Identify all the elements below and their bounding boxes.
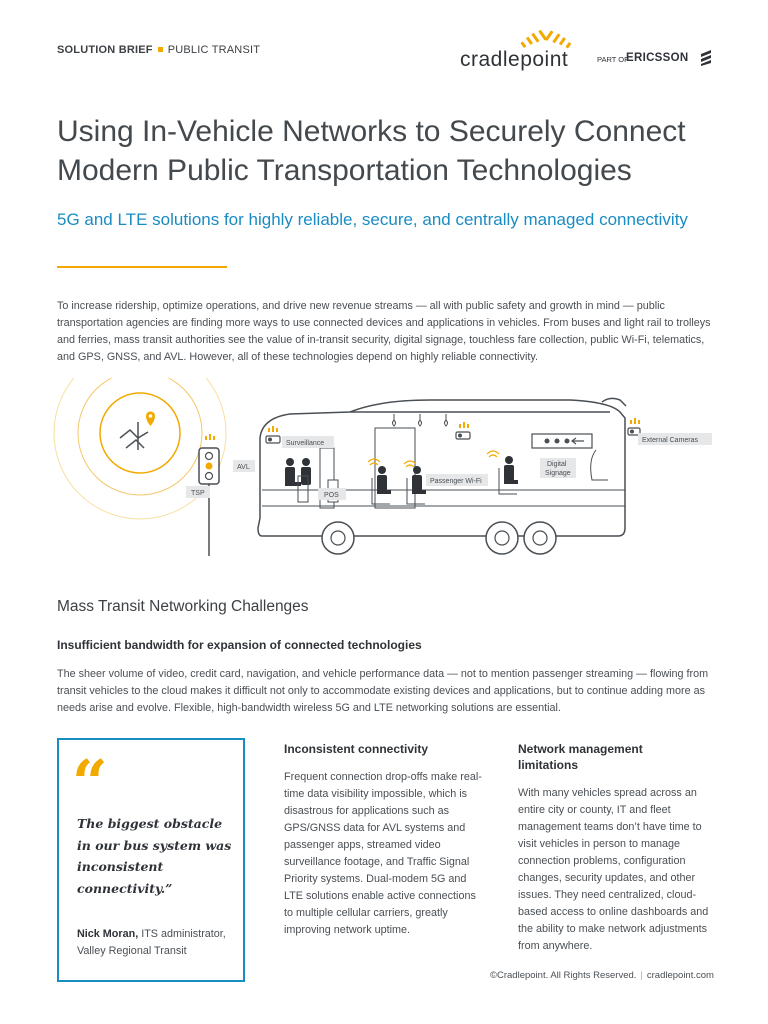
cradlepoint-ericsson-logo <box>460 28 720 76</box>
quote-author: Nick Moran, <box>77 928 139 940</box>
network-management-text: With many vehicles spread across an entire city or county, IT and fleet management teams don’t have time to visit vehicles in person to manage connection problems, configuration changes, security updates, and other issues. They need centralized, cloud-based access to online dashboards and the ability to make network adjustments from anywhere. <box>518 787 709 952</box>
driver-figure <box>285 458 301 486</box>
logo-ericsson: ERICSSON <box>626 52 689 64</box>
logo-wordmark: cradlepoint <box>460 48 569 71</box>
gps-circle <box>100 393 180 473</box>
traffic-light-icon <box>199 448 219 556</box>
quote-role: ITS administrator, Valley Regional Transit <box>77 928 226 957</box>
page-title: Using In-Vehicle Networks to Securely Connect Modern Public Transportation Technologies <box>57 115 686 187</box>
camera-signal-icon <box>268 426 278 432</box>
section-heading: Mass Transit Networking Challenges <box>57 598 309 615</box>
tsp-signal-icon <box>205 434 215 440</box>
website-link[interactable]: cradlepoint.com <box>646 970 714 981</box>
page-footer <box>490 970 714 981</box>
digital-signage-label-2: Signage <box>545 470 571 477</box>
quote-mark-icon: “ <box>72 746 108 819</box>
ceiling-camera-signal-icon <box>459 422 469 428</box>
external-cameras-label: External Cameras <box>642 437 699 444</box>
document-category <box>57 44 260 56</box>
connectivity-heading: Inconsistent connectivity <box>284 742 429 756</box>
footer-separator: | <box>640 970 643 981</box>
driver-2-figure <box>301 458 311 485</box>
accent-rule <box>57 266 227 268</box>
network-management-heading: Network management limitations <box>518 742 643 772</box>
intro-paragraph: To increase ridership, optimize operations, and drive new revenue streams — all with public safety and growth in mind — public transportation agencies are finding more ways to use connected devices and applications in vehicles. From buses and light rail to trolleys and ferries, mass transit authorities see the value of in-transit security, digital signage, touchless fare collection, public Wi-Fi, telematics, and GPS, GNSS, and AVL. However, all of these technologies depend on highly reliable connectivity. <box>57 300 711 363</box>
digital-signage-label-1: Digital <box>547 461 567 468</box>
bus-wheels <box>322 522 556 554</box>
category-label: SOLUTION BRIEF <box>57 44 153 56</box>
avl-label: AVL <box>237 464 250 471</box>
surveillance-label: Surveillance <box>286 440 325 447</box>
passenger-wifi-label: Passenger Wi-Fi <box>430 478 482 485</box>
copyright-text: ©Cradlepoint. All Rights Reserved. <box>490 970 637 981</box>
wifi-icons <box>368 451 499 467</box>
digital-signage-icon <box>532 434 592 448</box>
quote-text: The biggest obstacle in our bus system was inconsistent connectivity.” <box>77 816 232 896</box>
quote-attribution <box>77 926 237 960</box>
bus-network-illustration <box>50 378 730 588</box>
tsp-label: TSP <box>191 490 205 497</box>
bandwidth-paragraph: The sheer volume of video, credit card, navigation, and vehicle performance data — not to mention passenger streaming — flowing from transit vehicles to the cloud makes it difficult not only to accommodate existing devices and applications, but to continue adding more as needs arise and evolve. Flexible, high-bandwidth wireless 5G and LTE networking solutions are essential. <box>57 668 709 714</box>
grab-handles <box>393 414 448 426</box>
connectivity-text: Frequent connection drop-offs make real-time data visibility impossible, which is disastrous for applications such as GPS/GNSS data for AVL systems and passenger apps, streamed video surveillance footage, and Traffic Signal Priority systems. Dual-modem 5G and LTE solutions enable active connections to multiple cellular carriers, greatly improving network uptime. <box>284 771 482 936</box>
surveillance-camera-icon <box>266 436 280 443</box>
external-camera-signal-icon <box>630 418 640 424</box>
logo-part-of: PART OF <box>597 55 629 64</box>
bandwidth-heading: Insufficient bandwidth for expansion of connected technologies <box>57 638 422 652</box>
separator-dot <box>158 47 163 52</box>
ericsson-mark-icon <box>700 50 712 66</box>
cradlepoint-mark-icon <box>520 28 580 50</box>
ceiling-camera-icon <box>456 432 470 439</box>
pos-label: POS <box>324 492 339 499</box>
subcategory-label: PUBLIC TRANSIT <box>167 44 261 56</box>
page-subtitle: 5G and LTE solutions for highly reliable, secure, and centrally managed connectivity <box>57 210 688 229</box>
